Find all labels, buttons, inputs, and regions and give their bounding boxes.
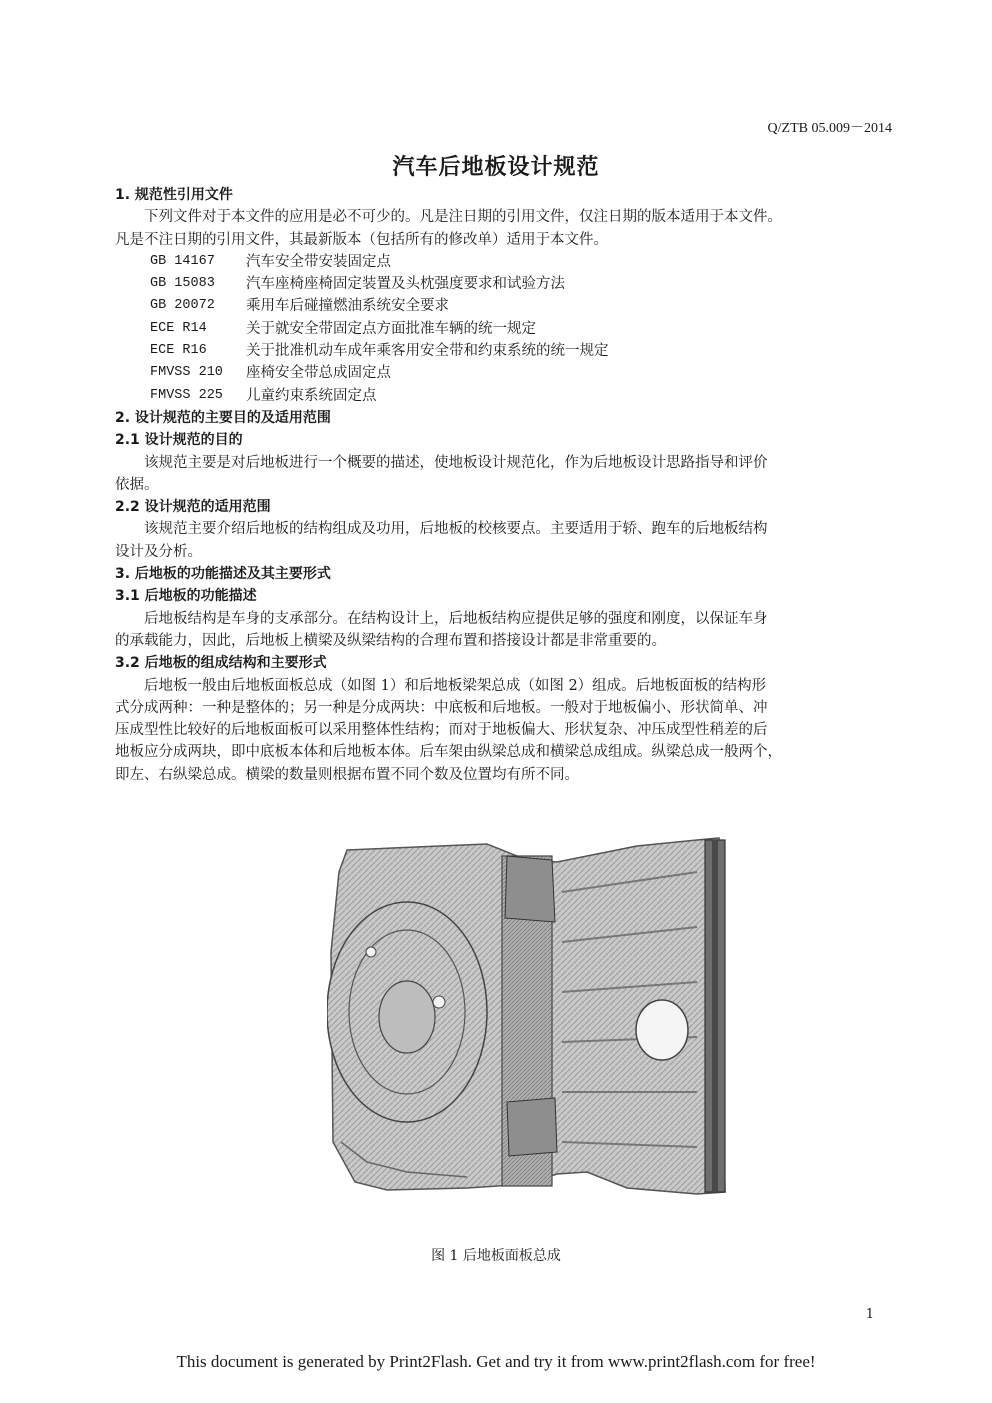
section-2-1-line-1: 该规范主要是对后地板进行一个概要的描述，使地板设计规范化，作为后地板设计思路指导和评价 (144, 454, 768, 471)
section-1-intro-line-2: 凡是不注日期的引用文件，其最新版本（包括所有的修改单）适用于本文件。 (115, 231, 608, 248)
section-1-heading: 1. 规范性引用文件 (115, 187, 233, 203)
document-title: 汽车后地板设计规范 (392, 155, 600, 180)
reference-item (115, 295, 895, 317)
section-1-intro-line-1: 下列文件对于本文件的应用是必不可少的。凡是注日期的引用文件，仅注日期的版本适用于本文件。 (144, 209, 782, 226)
section-3-1-line-2: 的承载能力，因此，后地板上横梁及纵梁结构的合理布置和搭接设计都是非常重要的。 (115, 632, 666, 649)
section-2-2-heading: 2.2 设计规范的适用范围 (115, 499, 271, 516)
footer-notice: This document is generated by Print2Flash. Get and try it from www.print2flash.com for free! (176, 1352, 816, 1371)
section-2-1-line-2: 依据。 (115, 476, 159, 493)
reference-item (115, 273, 895, 295)
reference-item (115, 340, 895, 362)
section-3-2-line-4: 地板应分成两块，即中底板本体和后地板本体。后车架由纵梁总成和横梁总成组成。纵梁总成一般两个， (115, 744, 782, 761)
section-2-2-line-2: 设计及分析。 (115, 543, 202, 560)
reference-desc: 汽车座椅座椅固定装置及头枕强度要求和试验方法 (246, 276, 565, 293)
reference-code: FMVSS 210 (150, 365, 223, 381)
reference-code: GB 15083 (150, 276, 215, 292)
section-3-2-line-5: 即左、右纵梁总成。横梁的数量则根据布置不同个数及位置均有所不同。 (115, 766, 579, 783)
figure-caption: 图 1 后地板面板总成 (431, 1248, 561, 1264)
section-2-heading: 2. 设计规范的主要目的及适用范围 (115, 409, 331, 426)
reference-item (115, 385, 895, 407)
section-3-1-heading: 3.1 后地板的功能描述 (115, 588, 257, 605)
reference-item (115, 362, 895, 384)
reference-item (115, 251, 895, 273)
section-3-heading: 3. 后地板的功能描述及其主要形式 (115, 566, 331, 583)
reference-desc: 关于批准机动车成年乘客用安全带和约束系统的统一规定 (246, 343, 609, 360)
reference-code: GB 14167 (150, 253, 215, 269)
section-2-1-heading: 2.1 设计规范的目的 (115, 432, 243, 449)
reference-desc: 儿童约束系统固定点 (246, 387, 377, 404)
section-3-2-line-2: 式分成两种：一种是整体的；另一种是分成两块：中底板和后地板。一般对于地板偏小、形状简单、冲 (115, 699, 768, 716)
reference-code: GB 20072 (150, 298, 215, 314)
section-2-2-line-1: 该规范主要介绍后地板的结构组成及功用，后地板的校核要点。主要适用于轿、跑车的后地板结构 (144, 521, 768, 538)
reference-code: ECE R14 (150, 320, 207, 336)
section-3-2-line-1: 后地板一般由后地板面板总成（如图 1）和后地板梁架总成（如图 2）组成。后地板面板的结构形 (144, 677, 767, 694)
document-body (115, 184, 895, 786)
reference-desc: 汽车安全带安装固定点 (246, 253, 391, 270)
reference-code: FMVSS 225 (150, 387, 223, 403)
reference-item (115, 318, 895, 340)
reference-desc: 乘用车后碰撞燃油系统安全要求 (246, 298, 449, 315)
reference-desc: 座椅安全带总成固定点 (246, 365, 391, 382)
section-3-1-line-1: 后地板结构是车身的支承部分。在结构设计上，后地板结构应提供足够的强度和刚度，以保证车身 (144, 610, 768, 627)
section-3-2-line-3: 压成型性比较好的后地板面板可以采用整体性结构；而对于地板偏大、形状复杂、冲压成型性稍差的后 (115, 722, 768, 739)
rear-floor-panel-figure (327, 832, 734, 1202)
reference-code: ECE R16 (150, 343, 207, 359)
reference-desc: 关于就安全带固定点方面批准车辆的统一规定 (246, 320, 536, 337)
page-number: 1 (865, 1307, 874, 1322)
section-3-2-heading: 3.2 后地板的组成结构和主要形式 (115, 655, 327, 672)
standard-code: Q/ZTB 05.009－2014 (767, 121, 892, 136)
